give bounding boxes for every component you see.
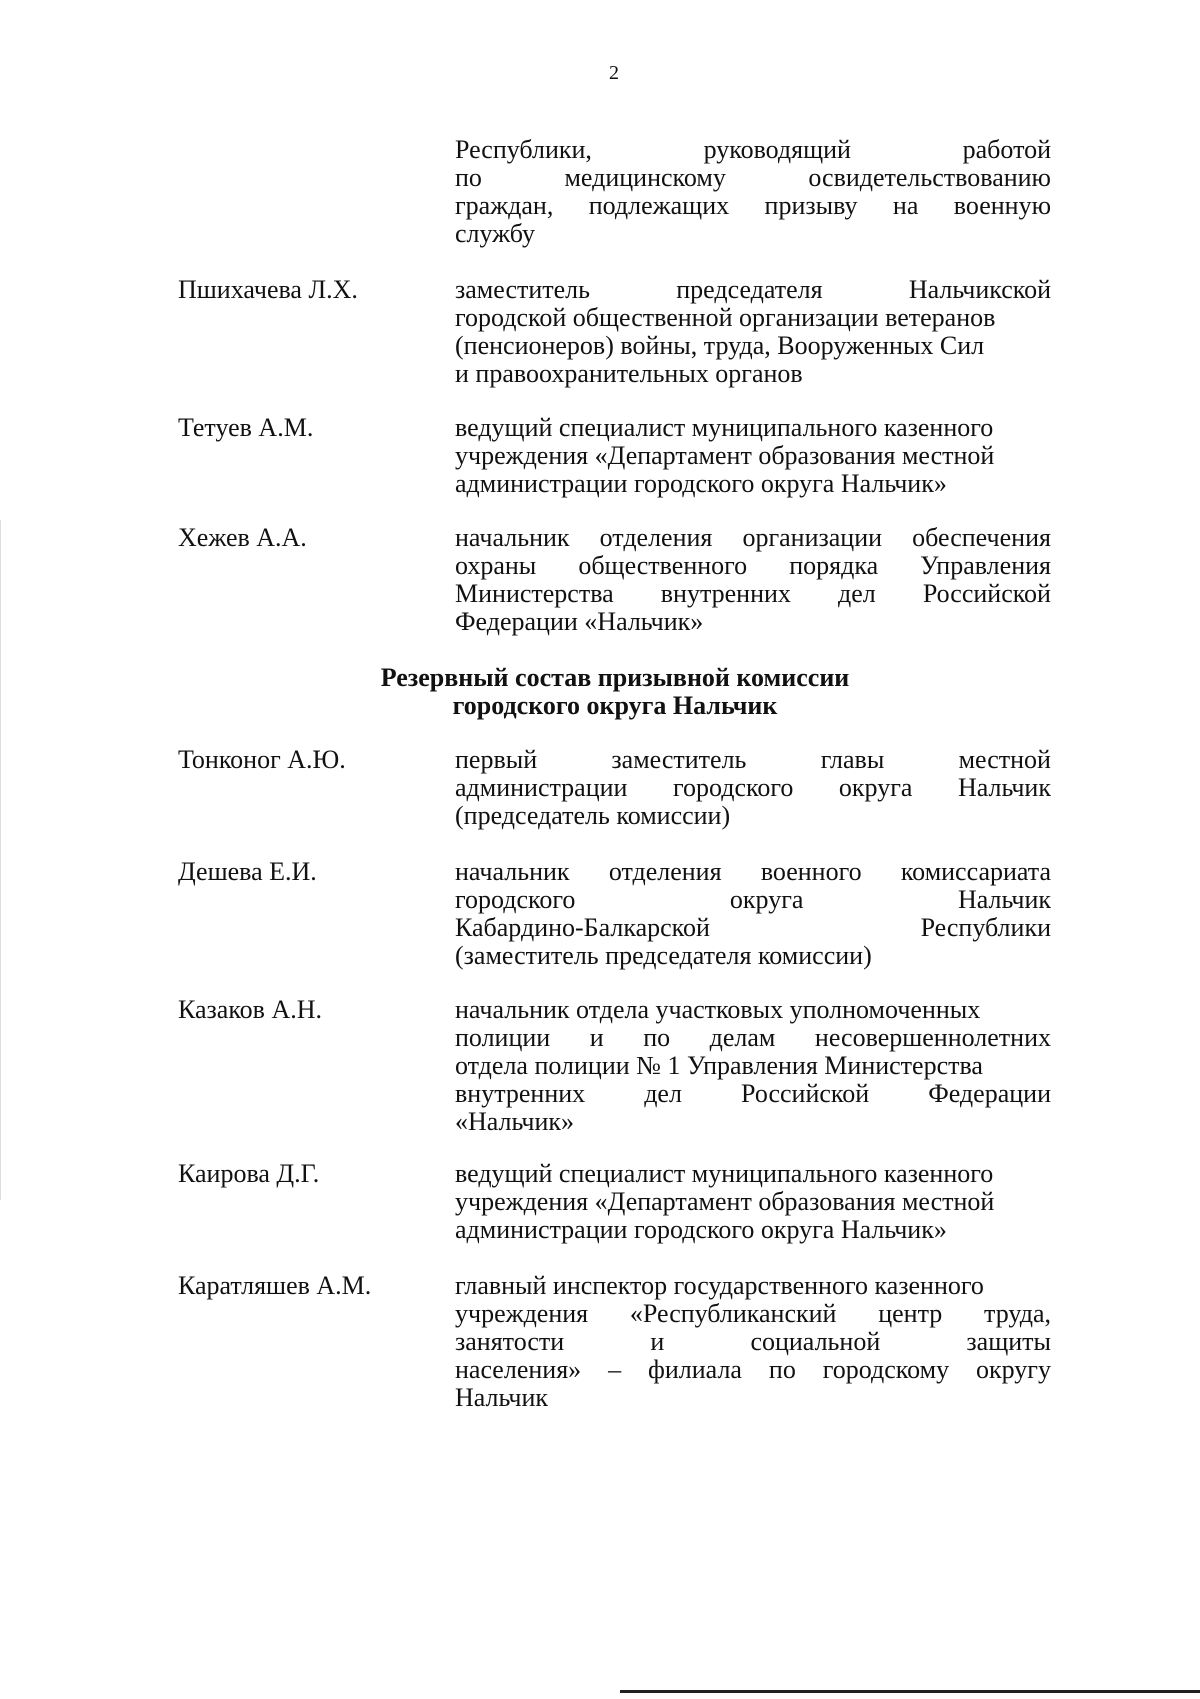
description-line: администрации городского округа Нальчик» [455,1215,947,1244]
description-word: округа [729,885,804,914]
description-word: Республики [920,913,1051,942]
reserve-member-entry [178,1272,1051,1412]
description-word: начальник [455,857,570,886]
description-line: Федерации «Нальчик» [455,607,704,636]
description-line: отдела полиции № 1 Управления Министерства [455,1051,983,1080]
description-word: дел [838,579,876,608]
scan-edge-left [0,520,1,1200]
reserve-heading-line2: городского округа Нальчик [452,691,778,720]
description-word: военную [953,191,1051,220]
description-word: по [643,1023,671,1052]
reserve-member-entry [178,996,1051,1136]
description-word: дел [644,1079,682,1108]
description-word: первый [455,745,538,774]
description-word: несовершеннолетних [814,1023,1051,1052]
reserve-member-name: Каирова Д.Г. [178,1159,320,1188]
description-word: порядка [789,551,879,580]
description-word: подлежащих [588,191,730,220]
member-description [455,136,1051,248]
description-line: начальник отдела участковых уполномоченных [455,995,981,1024]
description-word: Республики, [455,135,592,164]
member-entry [178,414,1051,498]
reserve-member-name: Казаков А.Н. [178,995,322,1024]
reserve-member-description [455,1272,1051,1412]
reserve-member-description [455,1160,1051,1244]
member-entry [178,276,1051,388]
description-line: «Нальчик» [455,1107,575,1136]
description-word: центр [878,1299,943,1328]
description-word: призыву [764,191,858,220]
description-word: комиссариата [900,857,1051,886]
description-word: на [892,191,919,220]
reserve-member-description [455,746,1051,830]
description-word: отделения [599,523,713,552]
description-line: (заместитель председателя комиссии) [455,941,872,970]
description-line: ведущий специалист муниципального казенного [455,1159,994,1188]
description-word: учреждения [455,1299,589,1328]
reserve-member-description [455,858,1051,970]
description-line: Нальчик [455,1383,549,1412]
description-line [455,1080,1051,1108]
scan-edge-bottom [620,1690,1200,1693]
description-word: городского [455,885,576,914]
description-line: ведущий специалист муниципального казенного [455,413,994,442]
description-line: службу [455,219,536,248]
description-word: – [608,1355,622,1384]
description-word: полиции [455,1023,551,1052]
description-word: руководящий [703,135,851,164]
description-line [455,746,1051,774]
description-line [455,1328,1051,1356]
reserve-section-heading [300,664,930,720]
description-word: по [455,163,482,192]
description-line [455,858,1051,886]
description-line: (пенсионеров) войны, труда, Вооруженных Сил [455,331,985,360]
description-word: отделения [608,857,722,886]
page-number: 2 [609,62,619,84]
description-word: округа [838,773,913,802]
description-word: Нальчик [957,885,1051,914]
member-name: Пшихачева Л.Х. [178,275,358,304]
description-word: председателя [676,275,823,304]
description-line [455,1300,1051,1328]
description-word: внутренних [455,1079,586,1108]
description-line [455,1024,1051,1052]
description-word: начальник [455,523,570,552]
description-word: работой [962,135,1051,164]
description-word: Российской [741,1079,870,1108]
description-word: населения» [455,1355,582,1384]
member-description [455,276,1051,388]
description-line: городской общественной организации ветеранов [455,303,996,332]
reserve-member-description [455,996,1051,1136]
description-word: городского [673,773,794,802]
description-word: администрации [455,773,628,802]
description-word: заместитель [611,745,747,774]
description-word: по [768,1355,796,1384]
reserve-member-name: Дешева Е.И. [178,857,317,886]
description-line [455,524,1051,552]
description-word: филиала [648,1355,742,1384]
description-line [455,136,1051,164]
description-line [455,276,1051,304]
description-word: «Республиканский [629,1299,837,1328]
description-line [455,914,1051,942]
description-word: труда, [984,1299,1051,1328]
description-word: городскому [822,1355,950,1384]
reserve-member-name: Тонконог А.Ю. [178,745,346,774]
description-line: учреждения «Департамент образования местной [455,1187,995,1216]
description-line [455,774,1051,802]
description-line [455,580,1051,608]
description-line: и правоохранительных органов [455,359,803,388]
member-name: Хежев А.А. [178,523,307,552]
member-description [455,414,1051,498]
description-word: внутренних [660,579,791,608]
description-word: обеспечения [912,523,1051,552]
description-word: Управления [920,551,1051,580]
description-word: Российской [922,579,1051,608]
description-line: администрации городского округа Нальчик» [455,469,947,498]
description-word: делам [709,1023,776,1052]
description-word: местной [958,745,1051,774]
description-word: округу [976,1355,1051,1384]
description-word: организации [742,523,883,552]
reserve-member-entry [178,1160,1051,1244]
description-word: заместитель [455,275,591,304]
description-word: медицинскому [564,163,726,192]
continuation-block [178,136,1051,248]
description-line [455,1356,1051,1384]
description-word: главы [820,745,885,774]
description-word: занятости [455,1327,565,1356]
description-line [455,552,1051,580]
description-word: и [650,1327,665,1356]
description-line: учреждения «Департамент образования местной [455,441,995,470]
description-word: Федерации [928,1079,1051,1108]
description-line [455,192,1051,220]
description-line: главный инспектор государственного казенного [455,1271,984,1300]
reserve-member-entry [178,858,1051,970]
description-word: граждан, [455,191,554,220]
description-word: общественного [578,551,748,580]
description-word: защиты [966,1327,1051,1356]
member-name: Тетуев А.М. [178,413,314,442]
description-word: социальной [750,1327,881,1356]
description-word: Кабардино-Балкарской [455,913,710,942]
reserve-member-entry [178,746,1051,830]
description-word: и [589,1023,604,1052]
member-entry [178,524,1051,636]
description-word: Министерства [455,579,614,608]
description-line: (председатель комиссии) [455,801,731,830]
description-line [455,886,1051,914]
reserve-member-name: Каратляшев А.М. [178,1271,372,1300]
description-word: военного [760,857,862,886]
description-word: Нальчикской [908,275,1051,304]
reserve-heading-line1: Резервный состав призывной комиссии [380,663,850,692]
description-line [455,164,1051,192]
description-word: освидетельствованию [808,163,1051,192]
description-word: Нальчик [957,773,1051,802]
description-word: охраны [455,551,537,580]
member-description [455,524,1051,636]
